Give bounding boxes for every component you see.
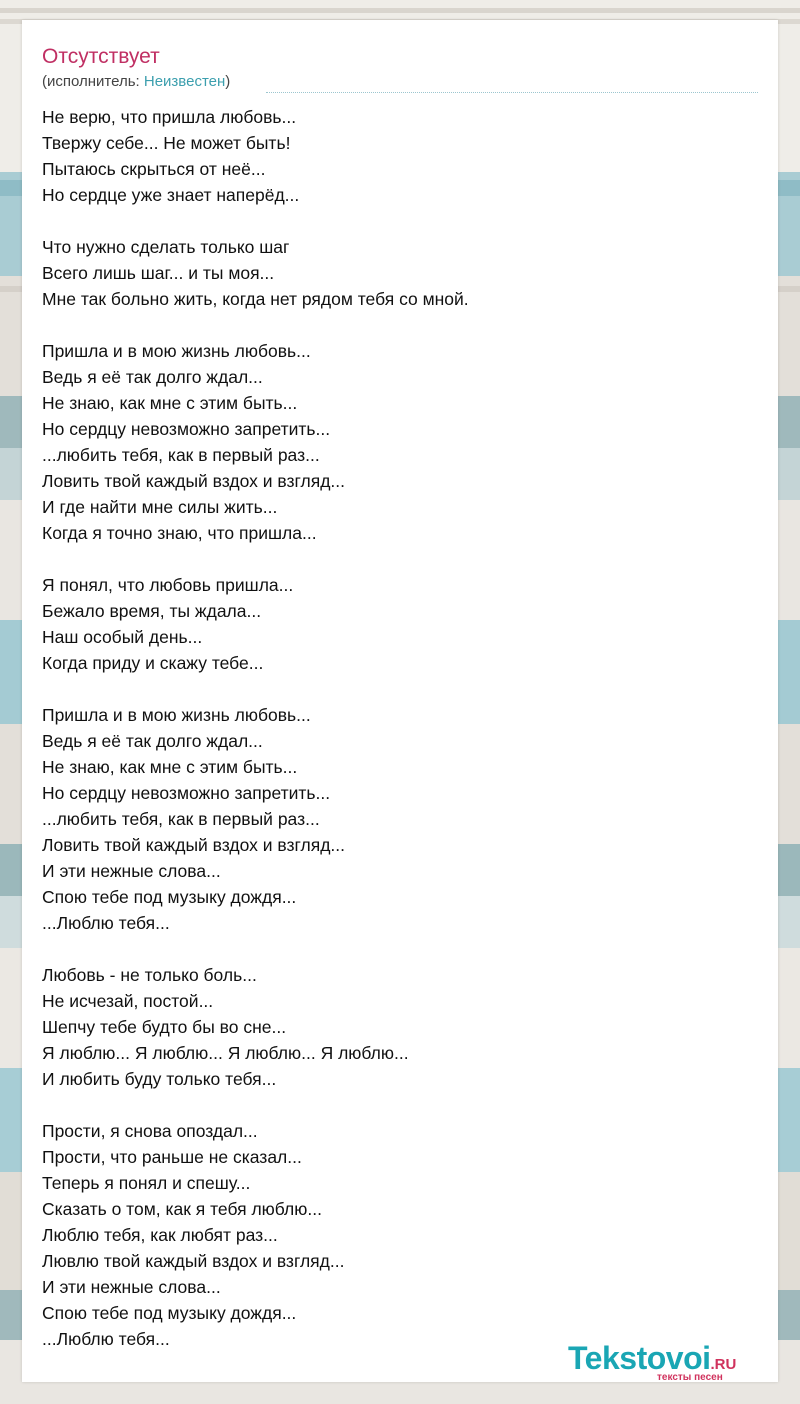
lyric-line: Не знаю, как мне с этим быть... xyxy=(42,757,298,777)
lyric-line: Что нужно сделать только шаг xyxy=(42,237,290,257)
lyric-line: Пришла и в мою жизнь любовь... xyxy=(42,705,311,725)
lyric-line: Но сердцу невозможно запретить... xyxy=(42,419,331,439)
lyric-line: Спою тебе под музыку дождя... xyxy=(42,887,297,907)
performer-link[interactable]: Неизвестен xyxy=(143,73,226,90)
lyrics-text xyxy=(42,104,758,1352)
lyric-line: Не верю, что пришла любовь... xyxy=(42,107,297,127)
lyric-line: Всего лишь шаг... и ты моя... xyxy=(42,263,275,283)
lyric-line: Я понял, что любовь пришла... xyxy=(42,575,294,595)
lyrics-stanza xyxy=(42,702,758,936)
lyric-line: Прости, я снова опоздал... xyxy=(42,1121,258,1141)
lyric-line: Наш особый день... xyxy=(42,627,203,647)
performer-line xyxy=(42,73,230,91)
lyric-line: Любовь - не только боль... xyxy=(42,965,257,985)
lyric-line: Когда я точно знаю, что пришла... xyxy=(42,523,317,543)
logo-tld: .RU xyxy=(710,1356,737,1373)
lyric-line: Бежало время, ты ждала... xyxy=(42,601,262,621)
lyric-line: И любить буду только тебя... xyxy=(42,1069,277,1089)
lyric-line: Лювлю твой каждый вздох и взгляд... xyxy=(42,1251,345,1271)
lyric-line: Я люблю... Я люблю... Я люблю... Я люблю... xyxy=(42,1043,409,1063)
lyric-line: Ловить твой каждый вздох и взгляд... xyxy=(42,471,346,491)
lyrics-stanza xyxy=(42,962,758,1092)
song-title: Отсутствует xyxy=(42,45,160,68)
lyric-line: Ведь я её так долго ждал... xyxy=(42,731,263,751)
lyric-line: Ведь я её так долго ждал... xyxy=(42,367,263,387)
lyric-line: Твержу себе... Не может быть! xyxy=(42,133,291,153)
lyric-line: ...любить тебя, как в первый раз... xyxy=(42,809,320,829)
lyric-line: Теперь я понял и спешу... xyxy=(42,1173,251,1193)
lyric-line: И где найти мне силы жить... xyxy=(42,497,278,517)
lyric-line: Но сердце уже знает наперёд... xyxy=(42,185,300,205)
lyric-line: ...любить тебя, как в первый раз... xyxy=(42,445,320,465)
performer-prefix: (исполнитель: xyxy=(42,73,144,90)
performer-suffix: ) xyxy=(225,73,231,90)
lyric-line: Спою тебе под музыку дождя... xyxy=(42,1303,297,1323)
lyric-line: И эти нежные слова... xyxy=(42,861,221,881)
lyric-line: Прости, что раньше не сказал... xyxy=(42,1147,302,1167)
lyrics-card xyxy=(22,20,778,1382)
site-logo[interactable] xyxy=(568,1342,778,1382)
lyric-line: И эти нежные слова... xyxy=(42,1277,221,1297)
lyric-line: Когда приду и скажу тебе... xyxy=(42,653,264,673)
logo-subtitle: тексты песен xyxy=(657,1372,723,1383)
lyric-line: Пытаюсь скрыться от неё... xyxy=(42,159,266,179)
lyric-line: Не знаю, как мне с этим быть... xyxy=(42,393,298,413)
lyrics-stanza xyxy=(42,104,758,208)
lyric-line: Пришла и в мою жизнь любовь... xyxy=(42,341,311,361)
lyric-line: Шепчу тебе будто бы во сне... xyxy=(42,1017,287,1037)
lyrics-stanza xyxy=(42,234,758,312)
title-divider xyxy=(266,92,758,93)
lyric-line: Ловить твой каждый вздох и взгляд... xyxy=(42,835,346,855)
lyrics-stanza xyxy=(42,338,758,546)
lyric-line: ...Люблю тебя... xyxy=(42,913,170,933)
logo-main-text: Tekstovoi xyxy=(568,1340,711,1376)
lyric-line: Но сердцу невозможно запретить... xyxy=(42,783,331,803)
lyric-line: Сказать о том, как я тебя люблю... xyxy=(42,1199,322,1219)
lyric-line: Люблю тебя, как любят раз... xyxy=(42,1225,278,1245)
lyrics-stanza xyxy=(42,1118,758,1352)
lyric-line: ...Люблю тебя... xyxy=(42,1329,170,1349)
lyric-line: Не исчезай, постой... xyxy=(42,991,214,1011)
lyrics-stanza xyxy=(42,572,758,676)
lyric-line: Мне так больно жить, когда нет рядом тебя со мной. xyxy=(42,289,469,309)
